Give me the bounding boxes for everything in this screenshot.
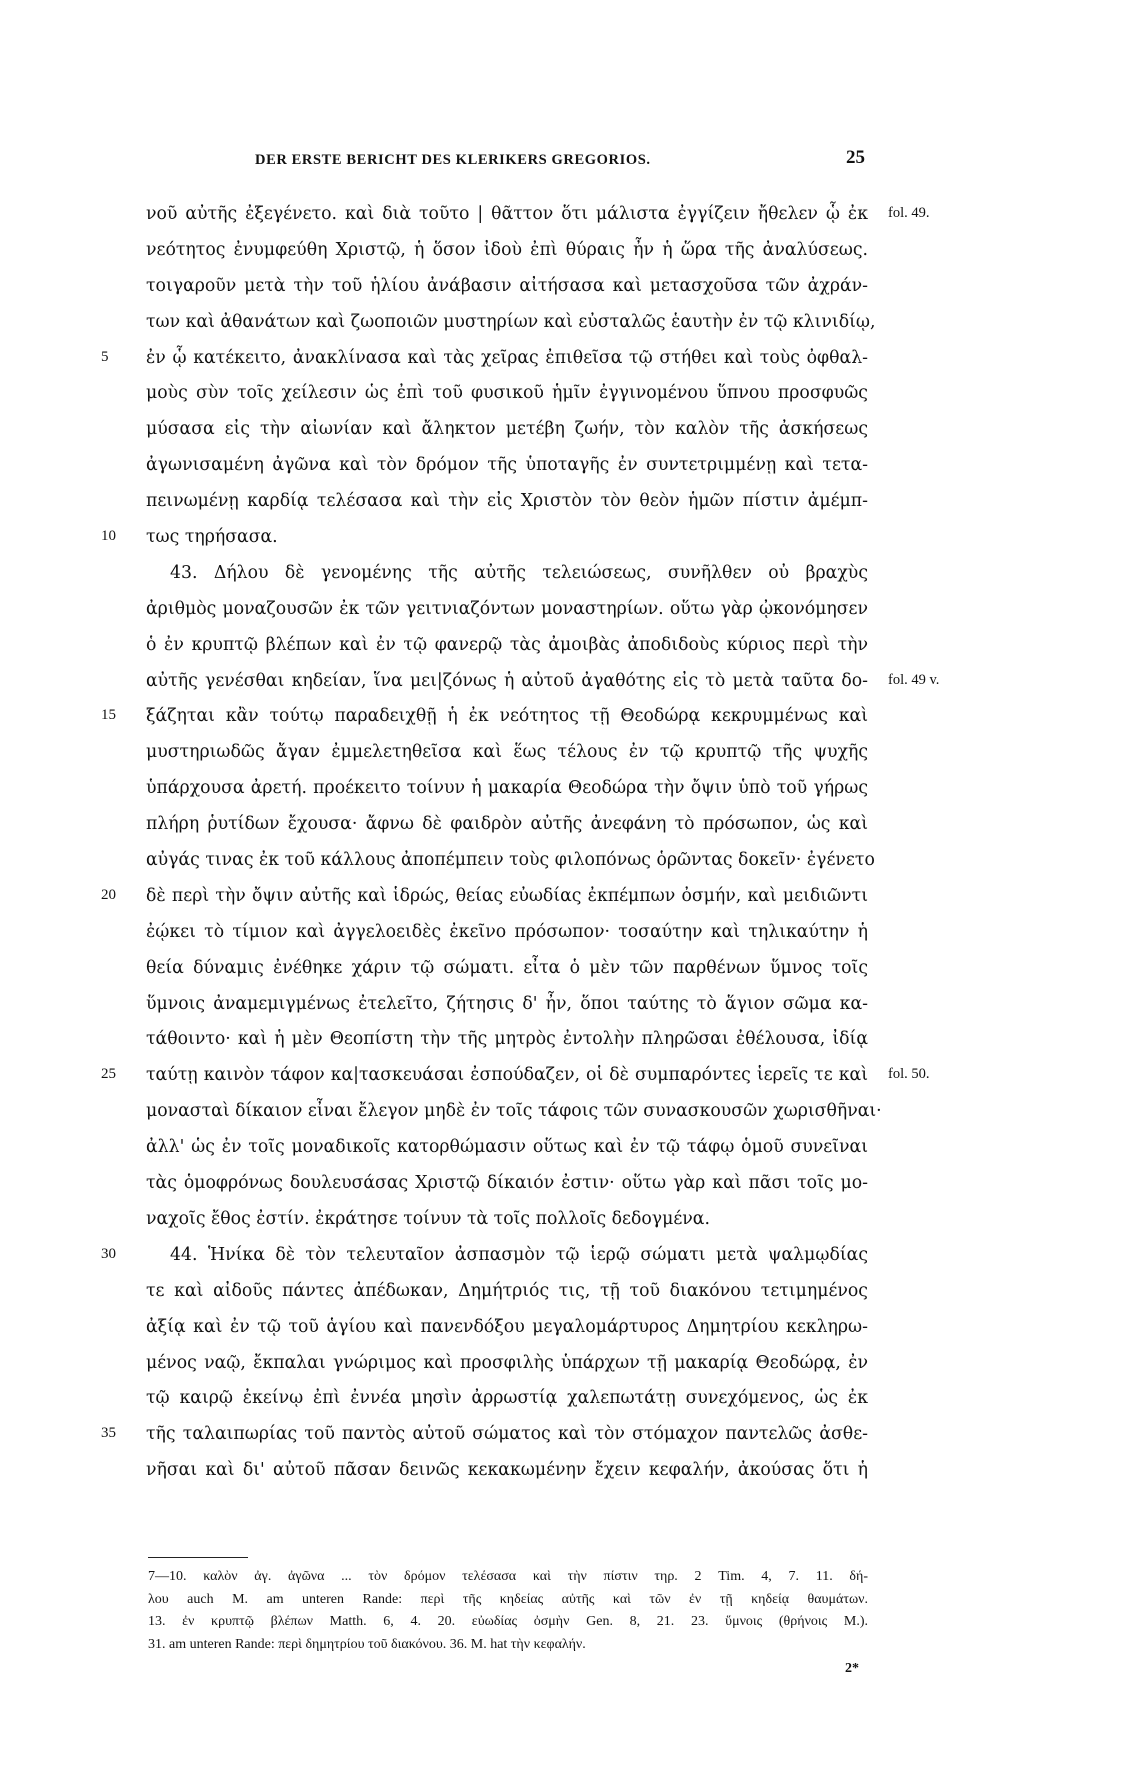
text-line-content: τάθοιντο· καὶ ἡ μὲν Θεοπίστη τὴν τῆς μητρὸς ἐντολὴν πληρῶσαι ἐθέλουσα, ἰδίᾳ <box>146 1029 868 1050</box>
text-line <box>0 1277 1140 1313</box>
text-line <box>0 344 1140 380</box>
text-line <box>0 1169 1140 1205</box>
text-line <box>0 1349 1140 1385</box>
footnote-text: 7—10. καλὸν ἀγ. ἀγῶνα ... τὸν δρόμον τελέσασα καὶ τὴν πίστιν τηρ. 2 Tim. 4, 7. 11. δή- <box>148 1569 868 1584</box>
text-line <box>0 702 1140 738</box>
folio-marker: fol. 50. <box>888 1066 930 1083</box>
main-text <box>0 200 1140 1492</box>
signature-mark: 2* <box>845 1661 859 1676</box>
footnote-text: 31. am unteren Rande: περὶ δημητρίου τοῦ διακόνου. 36. M. hat τὴν κεφαλήν. <box>148 1636 586 1652</box>
text-line <box>0 415 1140 451</box>
text-line <box>0 990 1140 1026</box>
text-line-content: ὑπάρχουσα ἀρετή. προέκειτο τοίνυν ἡ μακαρία Θεοδώρα τὴν ὄψιν ὑπὸ τοῦ γήρως <box>146 778 868 799</box>
text-line <box>0 1205 1140 1241</box>
text-line-content: ταύτῃ καινὸν τάφον κα|τασκευάσαι ἐσπούδαζεν, οἱ δὲ συμπαρόντες ἱερεῖς τε καὶ <box>146 1065 868 1086</box>
text-line <box>0 595 1140 631</box>
text-line <box>0 200 1140 236</box>
text-line-content: αὐγάς τινας ἐκ τοῦ κάλλους ἀποπέμπειν τοὺς φιλοπόνως ὁρῶντας δοκεῖν· ἐγένετο <box>146 850 875 871</box>
text-line <box>0 1384 1140 1420</box>
critical-apparatus <box>0 1567 1140 1657</box>
text-line <box>0 272 1140 308</box>
text-line <box>0 882 1140 918</box>
text-line-content: μύσασα εἰς τὴν αἰωνίαν καὶ ἄληκτον μετέβη ζωήν, τὸν καλὸν τῆς ἀσκήσεως <box>146 419 868 440</box>
line-number: 35 <box>101 1425 116 1442</box>
line-number: 10 <box>101 528 116 545</box>
text-line <box>0 774 1140 810</box>
text-line <box>0 631 1140 667</box>
text-line-content: νοῦ αὐτῆς ἐξεγένετο. καὶ διὰ τοῦτο | θᾶττον ὅτι μάλιστα ἐγγίζειν ἤθελεν ᾧ ἐκ <box>146 204 868 224</box>
text-line <box>0 954 1140 990</box>
line-number: 25 <box>101 1066 116 1083</box>
footnote-line <box>0 1635 1140 1658</box>
text-line <box>0 1061 1140 1097</box>
text-line-content: νεότητος ἐνυμφεύθη Χριστῷ, ἡ ὅσον ἰδοὺ ἐπὶ θύραις ἦν ἡ ὥρα τῆς ἀναλύσεως. <box>146 239 868 260</box>
text-line <box>0 918 1140 954</box>
text-line-content: μονασταὶ δίκαιον εἶναι ἔλεγον μηδὲ ἐν τοῖς τάφοις τῶν συνασκουσῶν χωρισθῆναι· <box>146 1101 882 1122</box>
text-line <box>0 308 1140 344</box>
text-line <box>0 1097 1140 1133</box>
text-line-content: των καὶ ἀθανάτων καὶ ζωοποιῶν μυστηρίων καὶ εὐσταλῶς ἑαυτὴν ἐν τῷ κλινιδίῳ, <box>146 311 876 332</box>
text-line-content: ναχοῖς ἔθος ἐστίν. ἐκράτησε τοίνυν τὰ τοῖς πολλοῖς δεδογμένα. <box>146 1208 710 1229</box>
text-line-content: τῆς ταλαιπωρίας τοῦ παντὸς αὐτοῦ σώματος καὶ τὸν στόμαχον παντελῶς ἀσθε- <box>146 1424 868 1445</box>
text-line <box>0 1456 1140 1492</box>
text-line-content: ἐῴκει τὸ τίμιον καὶ ἀγγελοειδὲς ἐκεῖνο πρόσωπον· τοσαύτην καὶ τηλικαύτην ἡ <box>146 921 868 942</box>
text-line-content: πλήρη ῥυτίδων ἔχουσα· ἄφνω δὲ φαιδρὸν αὐτῆς ἀνεφάνη τὸ πρόσωπον, ὡς καὶ <box>146 814 868 835</box>
page-number: 25 <box>846 147 865 168</box>
text-line-content: ὕμνοις ἀναμεμιγμένως ἐτελεῖτο, ζήτησις δ' ἦν, ὅποι ταύτης τὸ ἅγιον σῶμα κα- <box>146 993 868 1014</box>
text-line <box>0 810 1140 846</box>
text-line-content: δὲ περὶ τὴν ὄψιν αὐτῆς καὶ ἱδρώς, θείας εὐωδίας ἐκπέμπων ὀσμήν, καὶ μειδιῶντι <box>146 885 868 906</box>
text-line <box>0 523 1140 559</box>
text-line <box>0 1241 1140 1277</box>
text-line-content: μοὺς σὺν τοῖς χείλεσιν ὡς ἐπὶ τοῦ φυσικοῦ ἡμῖν ἐγγινομένου ὕπνου προσφυῶς <box>146 383 868 404</box>
text-line-content: ἀγωνισαμένη ἀγῶνα καὶ τὸν δρόμον τῆς ὑποταγῆς ἐν συντετριμμένῃ καὶ τετα- <box>146 455 868 476</box>
text-line-content: θεία δύναμις ἐνέθηκε χάριν τῷ σώματι. εἶτα ὁ μὲν τῶν παρθένων ὕμνος τοῖς <box>146 957 868 978</box>
text-line-content: μένος ναῷ, ἔκπαλαι γνώριμος καὶ προσφιλὴς ὑπάρχων τῇ μακαρίᾳ Θεοδώρᾳ, ἐν <box>146 1352 868 1373</box>
text-line-content: ξάζηται κἂν τούτῳ παραδειχθῇ ἡ ἐκ νεότητος τῇ Θεοδώρᾳ κεκρυμμένως καὶ <box>146 706 868 727</box>
text-line-content: αὐτῆς γενέσθαι κηδείαν, ἵνα μει|ζόνως ἡ αὐτοῦ ἀγαθότης εἰς τὸ μετὰ ταῦτα δο- <box>146 670 868 691</box>
text-line <box>0 379 1140 415</box>
text-line-content: 44. Ἡνίκα δὲ τὸν τελευταῖον ἀσπασμὸν τῷ ἱερῷ σώματι μετὰ ψαλμῳδίας <box>170 1244 868 1265</box>
running-header <box>255 147 865 169</box>
running-title: DER ERSTE BERICHT DES KLERIKERS GREGORIOS. <box>255 152 651 168</box>
footnote-line <box>0 1567 1140 1590</box>
text-line-content: ἐν ᾧ κατέκειτο, ἀνακλίνασα καὶ τὰς χεῖρας ἐπιθεῖσα τῷ στήθει καὶ τοὺς ὀφθαλ- <box>146 347 868 368</box>
text-line <box>0 1420 1140 1456</box>
text-line-content: ἀριθμὸς μοναζουσῶν ἐκ τῶν γειτνιαζόντων μοναστηρίων. οὕτω γὰρ ᾠκονόμησεν <box>146 598 868 619</box>
line-number: 15 <box>101 707 116 724</box>
footnote-line <box>0 1612 1140 1635</box>
text-line <box>0 451 1140 487</box>
text-line <box>0 1313 1140 1349</box>
text-line <box>0 236 1140 272</box>
folio-marker: fol. 49. <box>888 205 930 221</box>
footnote-divider <box>148 1557 248 1558</box>
text-line <box>0 559 1140 595</box>
line-number: 20 <box>101 886 116 903</box>
text-line-content: τῷ καιρῷ ἐκείνῳ ἐπὶ ἐννέα μησὶν ἀρρωστίᾳ χαλεπωτάτῃ συνεχόμενος, ὡς ἐκ <box>146 1388 868 1409</box>
text-line-content: ἀξίᾳ καὶ ἐν τῷ τοῦ ἁγίου καὶ πανενδόξου μεγαλομάρτυρος Δημητρίου κεκληρω- <box>146 1316 868 1337</box>
text-line-content: πεινωμένῃ καρδίᾳ τελέσασα καὶ τὴν εἰς Χριστὸν τὸν θεὸν ἡμῶν πίστιν ἀμέμπ- <box>146 491 868 512</box>
text-line-content: τως τηρήσασα. <box>146 527 278 548</box>
text-line-content: ἀλλ' ὡς ἐν τοῖς μοναδικοῖς κατορθώμασιν οὕτως καὶ ἐν τῷ τάφῳ ὁμοῦ συνεῖναι <box>146 1137 868 1158</box>
text-line-content: νῆσαι καὶ δι' αὐτοῦ πᾶσαν δεινῶς κεκακωμένην ἔχειν κεφαλήν, ἀκούσας ὅτι ἡ <box>146 1460 868 1481</box>
text-line-content: 43. Δήλου δὲ γενομένης τῆς αὐτῆς τελειώσεως, συνῆλθεν οὐ βραχὺς <box>170 562 868 583</box>
text-line-content: μυστηριωδῶς ἄγαν ἐμμελετηθεῖσα καὶ ἕως τέλους ἐν τῷ κρυπτῷ τῆς ψυχῆς <box>146 742 868 763</box>
line-number: 30 <box>101 1245 116 1262</box>
footnote-text: 13. ἐν κρυπτῷ βλέπων Matth. 6, 4. 20. εὐωδίας ὀσμὴν Gen. 8, 21. 23. ὕμνοις (θρήνοις M.). <box>148 1614 868 1629</box>
text-line <box>0 667 1140 703</box>
text-line <box>0 1133 1140 1169</box>
text-line-content: ὁ ἐν κρυπτῷ βλέπων καὶ ἐν τῷ φανερῷ τὰς ἀμοιβὰς ἀποδιδοὺς κύριος περὶ τὴν <box>146 634 868 655</box>
text-line-content: τοιγαροῦν μετὰ τὴν τοῦ ἡλίου ἀνάβασιν αἰτήσασα καὶ μετασχοῦσα τῶν ἀχράν- <box>146 275 868 296</box>
folio-marker: fol. 49 v. <box>888 671 940 688</box>
footnote-line <box>0 1590 1140 1613</box>
text-line <box>0 487 1140 523</box>
text-line <box>0 1025 1140 1061</box>
text-line-content: τὰς ὁμοφρόνως δουλευσάσας Χριστῷ δίκαιόν ἐστιν· οὕτω γὰρ καὶ πᾶσι τοῖς μο- <box>146 1173 868 1194</box>
text-line <box>0 846 1140 882</box>
line-number: 5 <box>101 348 109 365</box>
text-line <box>0 738 1140 774</box>
footnote-text: λου auch M. am unteren Rande: περὶ τῆς κηδείας αὐτῆς καὶ τῶν ἐν τῇ κηδείᾳ θαυμάτων. <box>148 1591 868 1607</box>
text-line-content: τε καὶ αἰδοῦς πάντες ἀπέδωκαν, Δημήτριός τις, τῇ τοῦ διακόνου τετιμημένος <box>146 1280 868 1301</box>
